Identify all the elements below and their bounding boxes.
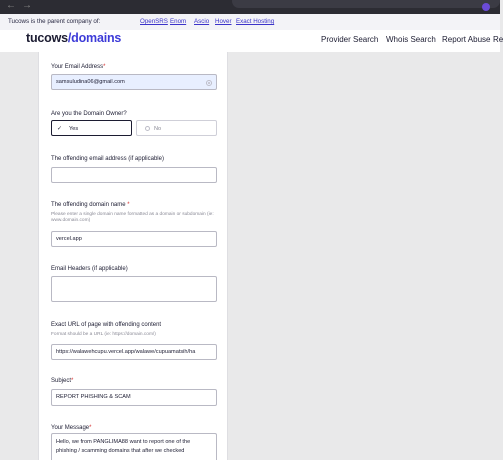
message-value: Hello, we from PANGLIMA88 want to report one of the phishing / scamming domains that after we checked	[56, 439, 191, 454]
message-label: Your Message*	[51, 425, 92, 431]
link-exact-hosting[interactable]: Exact Hosting	[236, 18, 275, 25]
link-opensrs[interactable]: OpenSRS	[140, 18, 168, 25]
owner-no-option[interactable]	[136, 120, 217, 136]
forward-arrow-icon[interactable]: →	[22, 0, 32, 11]
parent-company-bar	[0, 14, 500, 30]
owner-no-label: No	[154, 125, 162, 132]
logo-part-tucows: tucows	[26, 31, 68, 45]
headers-textarea[interactable]	[51, 276, 217, 302]
owner-yes-label: Yes	[69, 125, 79, 132]
address-bar[interactable]	[232, 0, 500, 8]
message-textarea[interactable]	[51, 433, 217, 460]
url-label: Exact URL of page with offending content	[51, 322, 162, 328]
owner-yes-option[interactable]	[51, 120, 132, 136]
subject-field[interactable]	[51, 389, 217, 406]
offending-domain-value: vercel.app	[56, 236, 82, 242]
offending-domain-help: Please enter a single domain name formatted as a domain or subdomain (ie: www.domain.com)	[51, 212, 214, 224]
owner-label: Are you the Domain Owner?	[51, 111, 127, 117]
email-value: samsuludina06@gmail.com	[56, 79, 125, 85]
back-arrow-icon[interactable]: ←	[6, 0, 16, 11]
link-hover[interactable]: Hover	[215, 18, 232, 25]
profile-icon[interactable]	[482, 3, 490, 11]
page-body	[0, 52, 500, 460]
check-icon: ✓	[57, 126, 63, 132]
nav-provider-search[interactable]: Provider Search	[321, 35, 379, 44]
radio-icon	[145, 126, 150, 131]
offending-email-label: The offending email address (if applicable)	[51, 156, 164, 162]
subject-label: Subject*	[51, 378, 74, 384]
offending-email-field[interactable]	[51, 167, 217, 183]
offending-domain-field[interactable]	[51, 231, 217, 247]
url-help: Format should be a URL (ie: https://domain.com/)	[51, 332, 156, 337]
logo-part-slash: /	[67, 31, 72, 45]
abuse-form-card	[38, 52, 228, 460]
nav-whois-search[interactable]: Whois Search	[386, 35, 436, 44]
nav-more[interactable]: Re	[493, 35, 503, 44]
autofill-icon[interactable]	[206, 80, 212, 86]
headers-label: Email Headers (if applicable)	[51, 266, 128, 272]
browser-top-strip	[0, 0, 500, 14]
offending-domain-label: The offending domain name *	[51, 202, 130, 208]
parent-company-label: Tucows is the parent company of:	[8, 18, 101, 25]
email-label: Your Email Address*	[51, 64, 106, 70]
email-field[interactable]	[51, 74, 217, 90]
tucows-domains-logo[interactable]	[26, 31, 121, 45]
link-ascio[interactable]: Ascio	[194, 18, 210, 25]
url-value: https://walawehcupu.vercel.app/walawe/cupuamatsih/ha	[56, 349, 196, 355]
url-field[interactable]	[51, 344, 217, 360]
subject-value: REPORT PHISHING & SCAM	[56, 394, 131, 400]
top-navigation	[0, 30, 503, 52]
nav-report-abuse[interactable]: Report Abuse	[442, 35, 491, 44]
logo-part-domains: domains	[71, 31, 122, 45]
link-enom[interactable]: Enom	[170, 18, 187, 25]
